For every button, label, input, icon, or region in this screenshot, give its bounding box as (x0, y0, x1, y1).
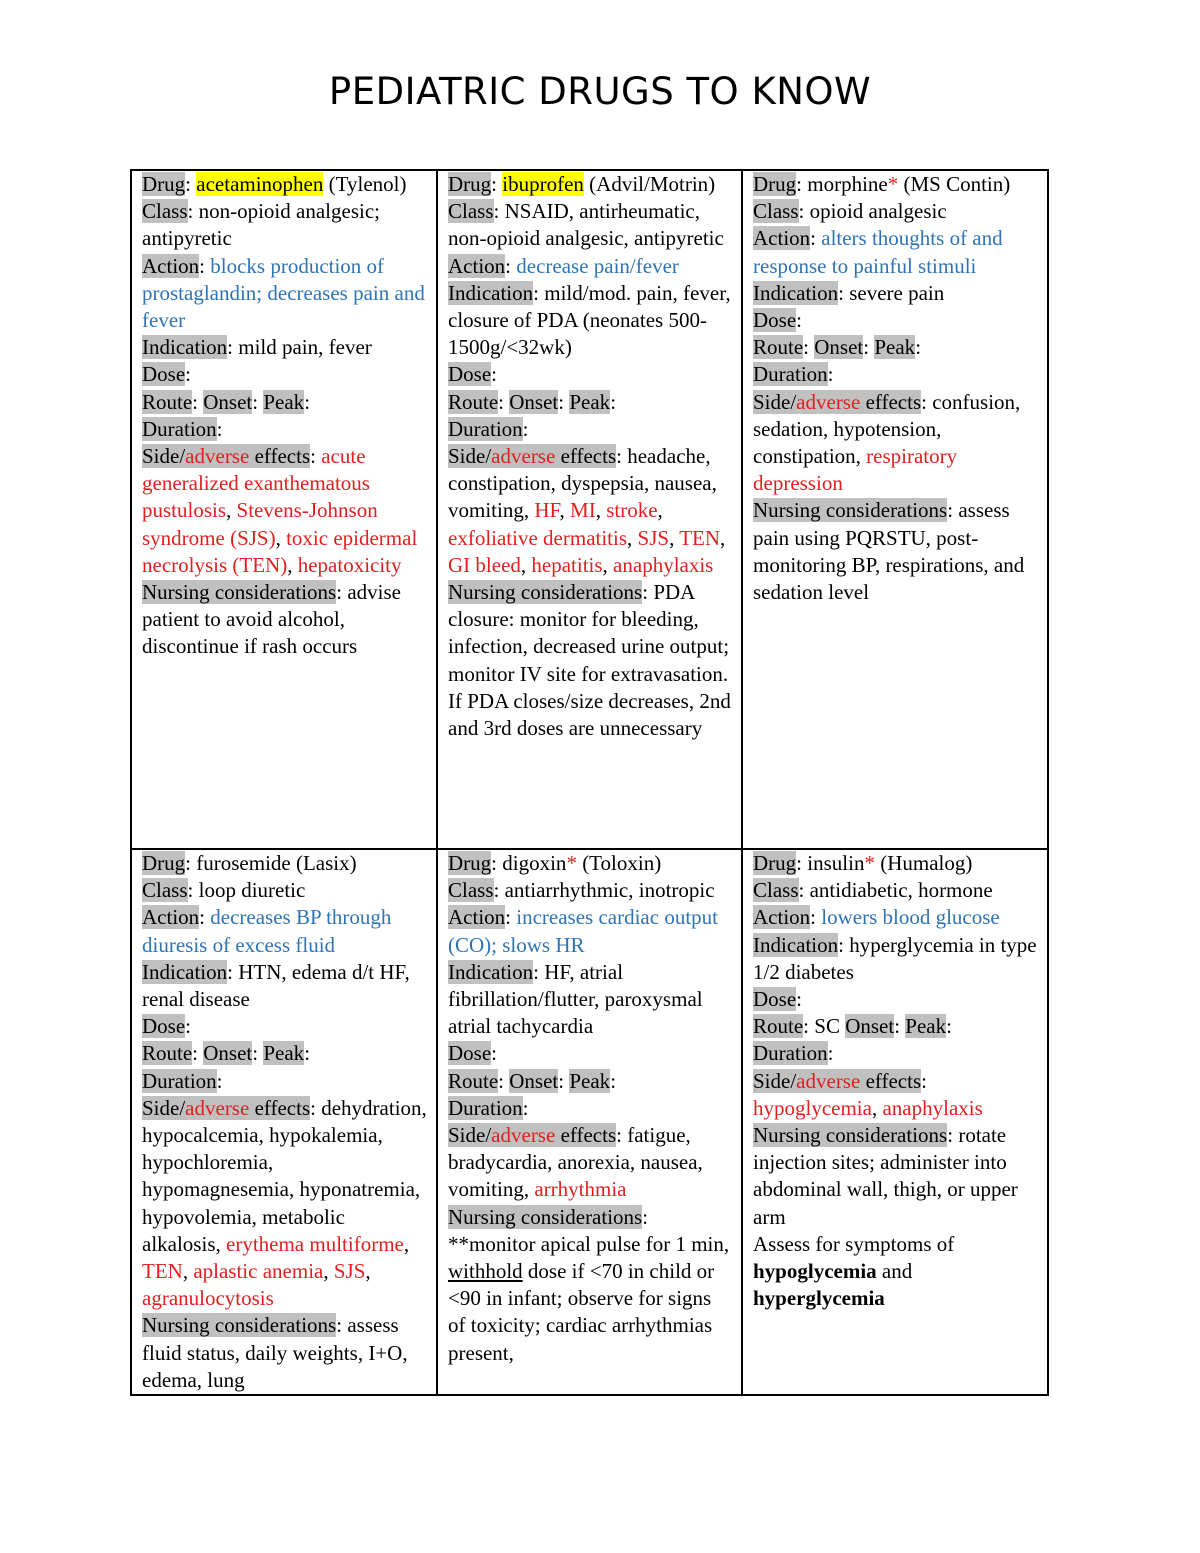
side-effect: erythema multiforme (226, 1231, 404, 1256)
side-effect: anaphylaxis (613, 552, 714, 577)
drug-name: digoxin (502, 851, 567, 875)
side-effect: MI (570, 498, 596, 523)
side-effect: aplastic anemia (193, 1259, 324, 1284)
peak-label: Peak (874, 335, 916, 360)
nursing-underlined: withhold (448, 1259, 523, 1284)
drug-cell-digoxin: Drug: digoxin* (Toloxin) Class: antiarrhythmic, inotropic Action: increases cardiac output (CO); slows HR Indication: HF, atrial fibrillation/flutter, paroxysmal atrial tachycardia Dose: Route: Onset: Peak: Duration: Side/adverse effects: fatigue, bradycardia, anorexia, nausea, vomiting, arrhythmia Nursing considerations: **monitor apical pulse for 1 min, withhold dose if <70 in child or <90 in infant; observe for signs of toxicity; cardiac arrhythmias present, (437, 849, 742, 1395)
star-marker: * (566, 851, 577, 875)
indication-label: Indication (448, 280, 534, 305)
assess-and: and (881, 1259, 913, 1284)
class-label: Class (448, 199, 494, 224)
side-effect: hepatitis (531, 552, 603, 577)
side-effect: agranulocytosis (142, 1286, 274, 1311)
side-effect: Stevens-Johnson syndrome (SJS) (142, 498, 378, 550)
nursing-label: Nursing considerations (448, 580, 643, 605)
nursing-label: Nursing considerations (142, 1313, 337, 1338)
side-effect: hypoglycemia (753, 1095, 872, 1120)
class-value: opioid analgesic (809, 199, 947, 224)
action-value: decrease pain/fever (516, 253, 679, 278)
side-effect: stroke (606, 498, 658, 523)
class-value: antiarrhythmic, inotropic (504, 878, 715, 903)
indication-label: Indication (753, 932, 839, 957)
nursing-value: advise patient to avoid alcohol, discontinue if rash occurs (142, 580, 401, 659)
drug-cell-morphine: Drug: morphine* (MS Contin) Class: opioid analgesic Action: alters thoughts of and response to painful stimuli Indication: severe pain Dose: Route: Onset: Peak: Duration: Side/adverse effects: confusion, sedation, hypotension, constipation, respiratory depression Nursing considerations: assess pain using PQRSTU, post-monitoring BP, respirations, and sedation level (742, 170, 1048, 849)
class-value: NSAID, antirheumatic, non-opioid analgesic, antipyretic (448, 199, 724, 251)
star-marker: * (887, 172, 899, 196)
assess-bold-1: hypoglycemia (753, 1259, 877, 1284)
action-label: Action (448, 905, 506, 930)
class-label: Class (142, 878, 188, 903)
drug-brand: (Toloxin) (582, 851, 662, 875)
route-label: Route (448, 1068, 499, 1093)
side-effect: toxic epidermal necrolysis (TEN) (142, 525, 418, 577)
onset-label: Onset (509, 389, 559, 414)
side-effect: exfoliative dermatitis (448, 525, 628, 550)
side-effect: TEN (142, 1259, 183, 1284)
duration-label: Duration (753, 1041, 828, 1066)
indication-label: Indication (142, 959, 228, 984)
duration-label: Duration (142, 1068, 217, 1093)
dose-label: Dose (753, 308, 797, 333)
peak-label: Peak (263, 1041, 305, 1066)
nursing-value: assess fluid status, daily weights, I+O, edema, lung (142, 1313, 408, 1392)
side-effects-plain: headache, constipation, dyspepsia, nausea, vomiting, (448, 444, 717, 523)
route-label: Route (448, 389, 499, 414)
drug-brand: (Humalog) (880, 851, 973, 875)
route-value: SC (814, 1014, 840, 1039)
action-label: Action (753, 905, 811, 930)
drug-cell-ibuprofen: Drug: ibuprofen (Advil/Motrin) Class: NSAID, antirheumatic, non-opioid analgesic, antipyretic Action: decrease pain/fever Indication: mild/mod. pain, fever, closure of PDA (neonates 500-1500g/<32wk) Dose: Route: Onset: Peak: Duration: Side/adverse effects: headache, constipation, dyspepsia, nausea, vomiting, HF, MI, stroke, exfoliative dermatitis, SJS, TEN, GI bleed, hepatitis, anaphylaxis Nursing considerations: PDA closure: monitor for bleeding, infection, decreased urine output; monitor IV site for extravasation. If PDA closes/size decreases, 2nd and 3rd doses are unnecessary (437, 170, 742, 849)
dose-label: Dose (142, 362, 186, 387)
nursing-label: Nursing considerations (448, 1204, 643, 1229)
nursing-value: assess pain using PQRSTU, post-monitoring BP, respirations, and sedation level (753, 498, 1025, 605)
nursing-value: **monitor apical pulse for 1 min, (448, 1231, 730, 1256)
peak-label: Peak (569, 1068, 611, 1093)
class-label: Class (753, 199, 799, 224)
drug-label: Drug (142, 172, 186, 196)
assess-bold-2: hyperglycemia (753, 1286, 885, 1311)
indication-value: severe pain (849, 280, 945, 305)
nursing-value-cont: dose if <70 in child or <90 in infant; observe for signs of toxicity; cardiac arrhythmias present, (448, 1259, 715, 1365)
indication-label: Indication (448, 959, 534, 984)
duration-label: Duration (753, 362, 828, 387)
peak-label: Peak (569, 389, 611, 414)
duration-label: Duration (448, 416, 523, 441)
nursing-label: Nursing considerations (753, 1123, 948, 1148)
drug-name: ibuprofen (502, 172, 584, 196)
drug-label: Drug (753, 851, 797, 875)
side-effects-label: Side/adverse effects (448, 1123, 617, 1148)
drug-label: Drug (142, 851, 186, 875)
route-label: Route (753, 335, 804, 360)
drug-name: acetaminophen (196, 172, 324, 196)
nursing-label: Nursing considerations (142, 580, 337, 605)
onset-label: Onset (203, 1041, 253, 1066)
side-effects-label: Side/adverse effects (448, 444, 617, 469)
side-effect: GI bleed (448, 552, 521, 577)
indication-label: Indication (142, 335, 228, 360)
onset-label: Onset (203, 389, 253, 414)
assess-text: Assess for symptoms of (753, 1231, 955, 1256)
route-label: Route (753, 1014, 804, 1039)
side-effects-plain: dehydration, hypocalcemia, hypokalemia, hypochloremia, hypomagnesemia, hyponatremia, hypovolemia, metabolic alkalosis, (142, 1095, 427, 1256)
side-effects-label: Side/adverse effects (753, 389, 922, 414)
page-title: PEDIATRIC DRUGS TO KNOW (328, 70, 872, 113)
side-effects-label: Side/adverse effects (753, 1068, 922, 1093)
action-value: lowers blood glucose (821, 905, 1000, 930)
table-row (131, 849, 1048, 1395)
star-marker: * (864, 851, 875, 875)
class-value: non-opioid analgesic; antipyretic (142, 199, 380, 251)
duration-label: Duration (142, 416, 217, 441)
dose-label: Dose (753, 987, 797, 1012)
action-label: Action (753, 226, 811, 251)
nursing-label: Nursing considerations (753, 498, 948, 523)
duration-label: Duration (448, 1095, 523, 1120)
side-effect: HF (534, 498, 560, 523)
drug-cell-acetaminophen: Drug: acetaminophen (Tylenol) Class: non-opioid analgesic; antipyretic Action: blocks production of prostaglandin; decreases pain and fever Indication: mild pain, fever Dose: Route: Onset: Peak: Duration: Side/adverse effects: acute generalized exanthematous pustulosis, Stevens-Johnson syndrome (SJS), toxic epidermal necrolysis (TEN), hepatoxicity Nursing considerations: advise patient to avoid alcohol, discontinue if rash occurs (131, 170, 437, 849)
side-effect: acute generalized exanthematous pustulosis (142, 444, 370, 523)
side-effects-plain: confusion, sedation, hypotension, constipation, (753, 389, 1021, 469)
onset-label: Onset (509, 1068, 559, 1093)
class-value: loop diuretic (198, 878, 306, 903)
action-label: Action (142, 905, 200, 930)
table-row (131, 170, 1048, 849)
side-effects-label: Side/adverse effects (142, 444, 311, 469)
drug-table (130, 169, 1049, 1396)
indication-value: mild pain, fever (238, 335, 372, 360)
action-value: blocks production of prostaglandin; decreases pain and fever (142, 253, 425, 333)
dose-label: Dose (448, 362, 492, 387)
onset-label: Onset (845, 1014, 895, 1039)
drug-name: morphine (807, 172, 888, 196)
side-effect: hepatoxicity (297, 552, 402, 577)
side-effect: SJS (333, 1259, 366, 1284)
side-effect: respiratory depression (753, 444, 958, 496)
class-label: Class (753, 878, 799, 903)
dose-label: Dose (142, 1014, 186, 1039)
action-value: alters thoughts of and response to painful stimuli (753, 226, 1003, 278)
indication-label: Indication (753, 280, 839, 305)
route-label: Route (142, 389, 193, 414)
dose-label: Dose (448, 1041, 492, 1066)
action-label: Action (448, 253, 506, 278)
drug-brand: (Tylenol) (328, 172, 407, 196)
side-effect: arrhythmia (534, 1177, 627, 1202)
peak-label: Peak (905, 1014, 947, 1039)
drug-brand: (Advil/Motrin) (589, 172, 716, 196)
indication-value: hyperglycemia in type 1/2 diabetes (753, 932, 1037, 984)
side-effect: anaphylaxis (882, 1095, 983, 1120)
side-effect: SJS (637, 525, 670, 550)
nursing-value: rotate injection sites; administer into abdominal wall, thigh, or upper arm (753, 1123, 1018, 1229)
class-label: Class (448, 878, 494, 903)
nursing-value: PDA closure: monitor for bleeding, infection, decreased urine output; monitor IV site for extravasation. If PDA closes/size decreases, 2nd and 3rd doses are unnecessary (448, 580, 731, 741)
drug-brand: (MS Contin) (903, 172, 1011, 196)
peak-label: Peak (263, 389, 305, 414)
drug-name: insulin (807, 851, 865, 875)
class-label: Class (142, 199, 188, 224)
drug-cell-furosemide: Drug: furosemide (Lasix) Class: loop diuretic Action: decreases BP through diuresis of excess fluid Indication: HTN, edema d/t HF, renal disease Dose: Route: Onset: Peak: Duration: Side/adverse effects: dehydration, hypocalcemia, hypokalemia, hypochloremia, hypomagnesemia, hyponatremia, hypovolemia, metabolic alkalosis, erythema multiforme, TEN, aplastic anemia, SJS, agranulocytosis Nursing considerations: assess fluid status, daily weights, I+O, edema, lung (131, 849, 437, 1395)
route-label: Route (142, 1041, 193, 1066)
drug-cell-insulin: Drug: insulin* (Humalog) Class: antidiabetic, hormone Action: lowers blood glucose Indication: hyperglycemia in type 1/2 diabetes Dose: Route: SC Onset: Peak: Duration: Side/adverse effects: hypoglycemia, anaphylaxis Nursing considerations: rotate injection sites; administer into abdominal wall, thigh, or upper arm Assess for symptoms of hypoglycemia and hyperglycemia (742, 849, 1048, 1395)
drug-label: Drug (448, 851, 492, 875)
side-effects-label: Side/adverse effects (142, 1095, 311, 1120)
action-value: increases cardiac output (CO); slows HR (448, 905, 718, 957)
side-effects-plain: fatigue, bradycardia, anorexia, nausea, vomiting, (448, 1123, 703, 1202)
indication-value: mild/mod. pain, fever, closure of PDA (neonates 500-1500g/<32wk) (448, 280, 731, 360)
action-label: Action (142, 253, 200, 278)
side-effect: TEN (679, 525, 721, 550)
class-value: antidiabetic, hormone (809, 878, 993, 903)
drug-label: Drug (448, 172, 492, 196)
onset-label: Onset (814, 335, 864, 360)
drug-label: Drug (753, 172, 797, 196)
drug-name: furosemide (Lasix) (196, 851, 357, 875)
indication-value: HTN, edema d/t HF, renal disease (142, 959, 410, 1012)
indication-value: HF, atrial fibrillation/flutter, paroxysmal atrial tachycardia (448, 959, 703, 1039)
action-value: decreases BP through diuresis of excess fluid (142, 905, 392, 957)
